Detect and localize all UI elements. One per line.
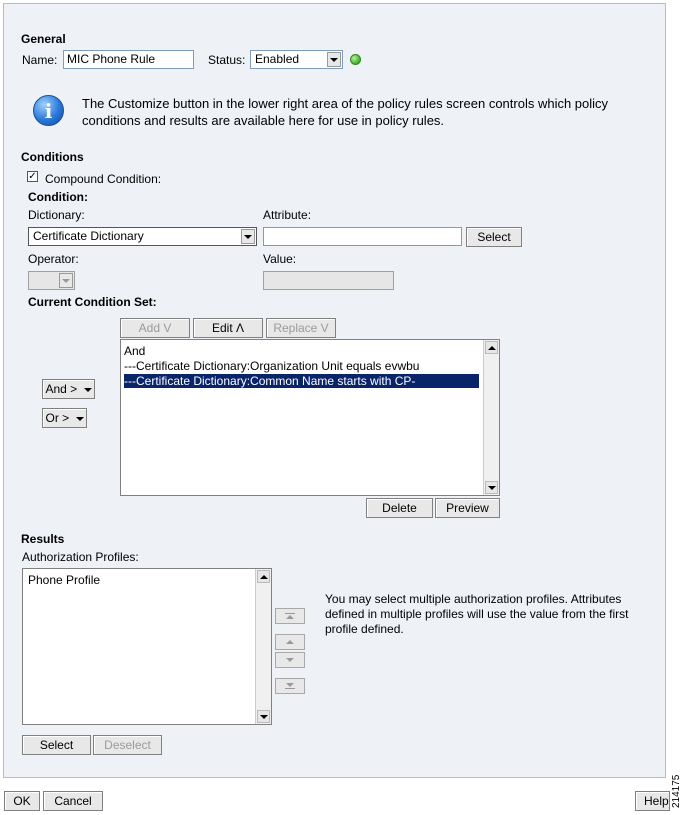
results-heading: Results bbox=[21, 532, 65, 546]
compound-condition-checkbox[interactable]: ✓ bbox=[28, 170, 37, 182]
scroll-up-icon[interactable] bbox=[257, 570, 270, 583]
profiles-scrollbar[interactable] bbox=[255, 569, 271, 724]
general-heading: General bbox=[21, 32, 66, 46]
scroll-up-icon[interactable] bbox=[485, 341, 498, 354]
name-label: Name: bbox=[22, 53, 58, 67]
value-input[interactable] bbox=[263, 271, 394, 290]
condition-label: Condition: bbox=[28, 190, 88, 204]
and-button-label: And > bbox=[45, 382, 78, 396]
chevron-down-icon[interactable] bbox=[241, 229, 255, 244]
list-item[interactable]: And bbox=[124, 344, 146, 358]
status-indicator-icon bbox=[350, 54, 361, 65]
status-label: Status: bbox=[208, 53, 246, 67]
chevron-down-icon[interactable] bbox=[327, 52, 341, 67]
status-select-value: Enabled bbox=[255, 52, 300, 66]
name-input[interactable]: MIC Phone Rule bbox=[63, 50, 194, 69]
chevron-down-icon bbox=[76, 417, 84, 421]
operator-label: Operator: bbox=[28, 252, 79, 266]
condition-set-scrollbar[interactable] bbox=[483, 340, 499, 495]
list-item[interactable]: Phone Profile bbox=[28, 573, 101, 587]
dictionary-select[interactable] bbox=[28, 227, 257, 246]
replace-condition-button[interactable]: Replace V bbox=[266, 318, 336, 338]
chevron-down-icon bbox=[84, 388, 92, 392]
cancel-button[interactable]: Cancel bbox=[43, 791, 103, 811]
list-item[interactable]: ---Certificate Dictionary:Organization Unit equals evwbu bbox=[124, 359, 420, 373]
info-icon: i bbox=[33, 95, 64, 126]
scroll-down-icon[interactable] bbox=[257, 710, 270, 723]
attribute-label: Attribute: bbox=[263, 208, 312, 222]
and-operator-button[interactable] bbox=[42, 379, 95, 399]
or-operator-button[interactable] bbox=[42, 408, 87, 428]
profile-deselect-button[interactable]: Deselect bbox=[93, 735, 162, 755]
move-up-icon[interactable] bbox=[275, 634, 305, 650]
figure-id: 214175 bbox=[671, 774, 682, 808]
authorization-profiles-label: Authorization Profiles: bbox=[22, 550, 139, 564]
edit-condition-button[interactable]: Edit Λ bbox=[193, 318, 263, 338]
chevron-down-icon[interactable] bbox=[59, 273, 73, 288]
status-select[interactable] bbox=[250, 50, 343, 69]
preview-condition-button[interactable]: Preview bbox=[435, 498, 500, 518]
profile-select-button[interactable]: Select bbox=[22, 735, 91, 755]
authorization-profiles-list[interactable] bbox=[22, 568, 272, 725]
ok-button[interactable]: OK bbox=[4, 791, 40, 811]
dictionary-select-value: Certificate Dictionary bbox=[33, 229, 144, 243]
compound-condition-label: Compound Condition: bbox=[45, 172, 162, 186]
attribute-select-button[interactable]: Select bbox=[466, 227, 522, 247]
current-condition-set-label: Current Condition Set: bbox=[28, 295, 157, 309]
move-down-icon[interactable] bbox=[275, 652, 305, 668]
move-top-icon[interactable] bbox=[275, 608, 305, 624]
scroll-down-icon[interactable] bbox=[485, 481, 498, 494]
value-label: Value: bbox=[263, 252, 297, 266]
operator-select[interactable] bbox=[28, 271, 75, 290]
or-button-label: Or > bbox=[45, 411, 70, 425]
condition-set-list[interactable] bbox=[120, 339, 500, 496]
move-bottom-icon[interactable] bbox=[275, 678, 305, 694]
conditions-heading: Conditions bbox=[21, 150, 84, 164]
info-text: The Customize button in the lower right area of the policy rules screen controls which policy conditions and results are available here for use in policy rules. bbox=[82, 96, 609, 128]
list-item-selected[interactable]: ---Certificate Dictionary:Common Name starts with CP- bbox=[124, 374, 479, 388]
delete-condition-button[interactable]: Delete bbox=[366, 498, 433, 518]
add-condition-button[interactable]: Add V bbox=[120, 318, 190, 338]
help-button[interactable]: Help bbox=[635, 791, 670, 811]
profiles-note: You may select multiple authorization profiles. Attributes defined in multiple profiles will use the value from the first profile defined. bbox=[325, 592, 629, 636]
dictionary-label: Dictionary: bbox=[28, 208, 85, 222]
attribute-input[interactable] bbox=[263, 227, 462, 246]
